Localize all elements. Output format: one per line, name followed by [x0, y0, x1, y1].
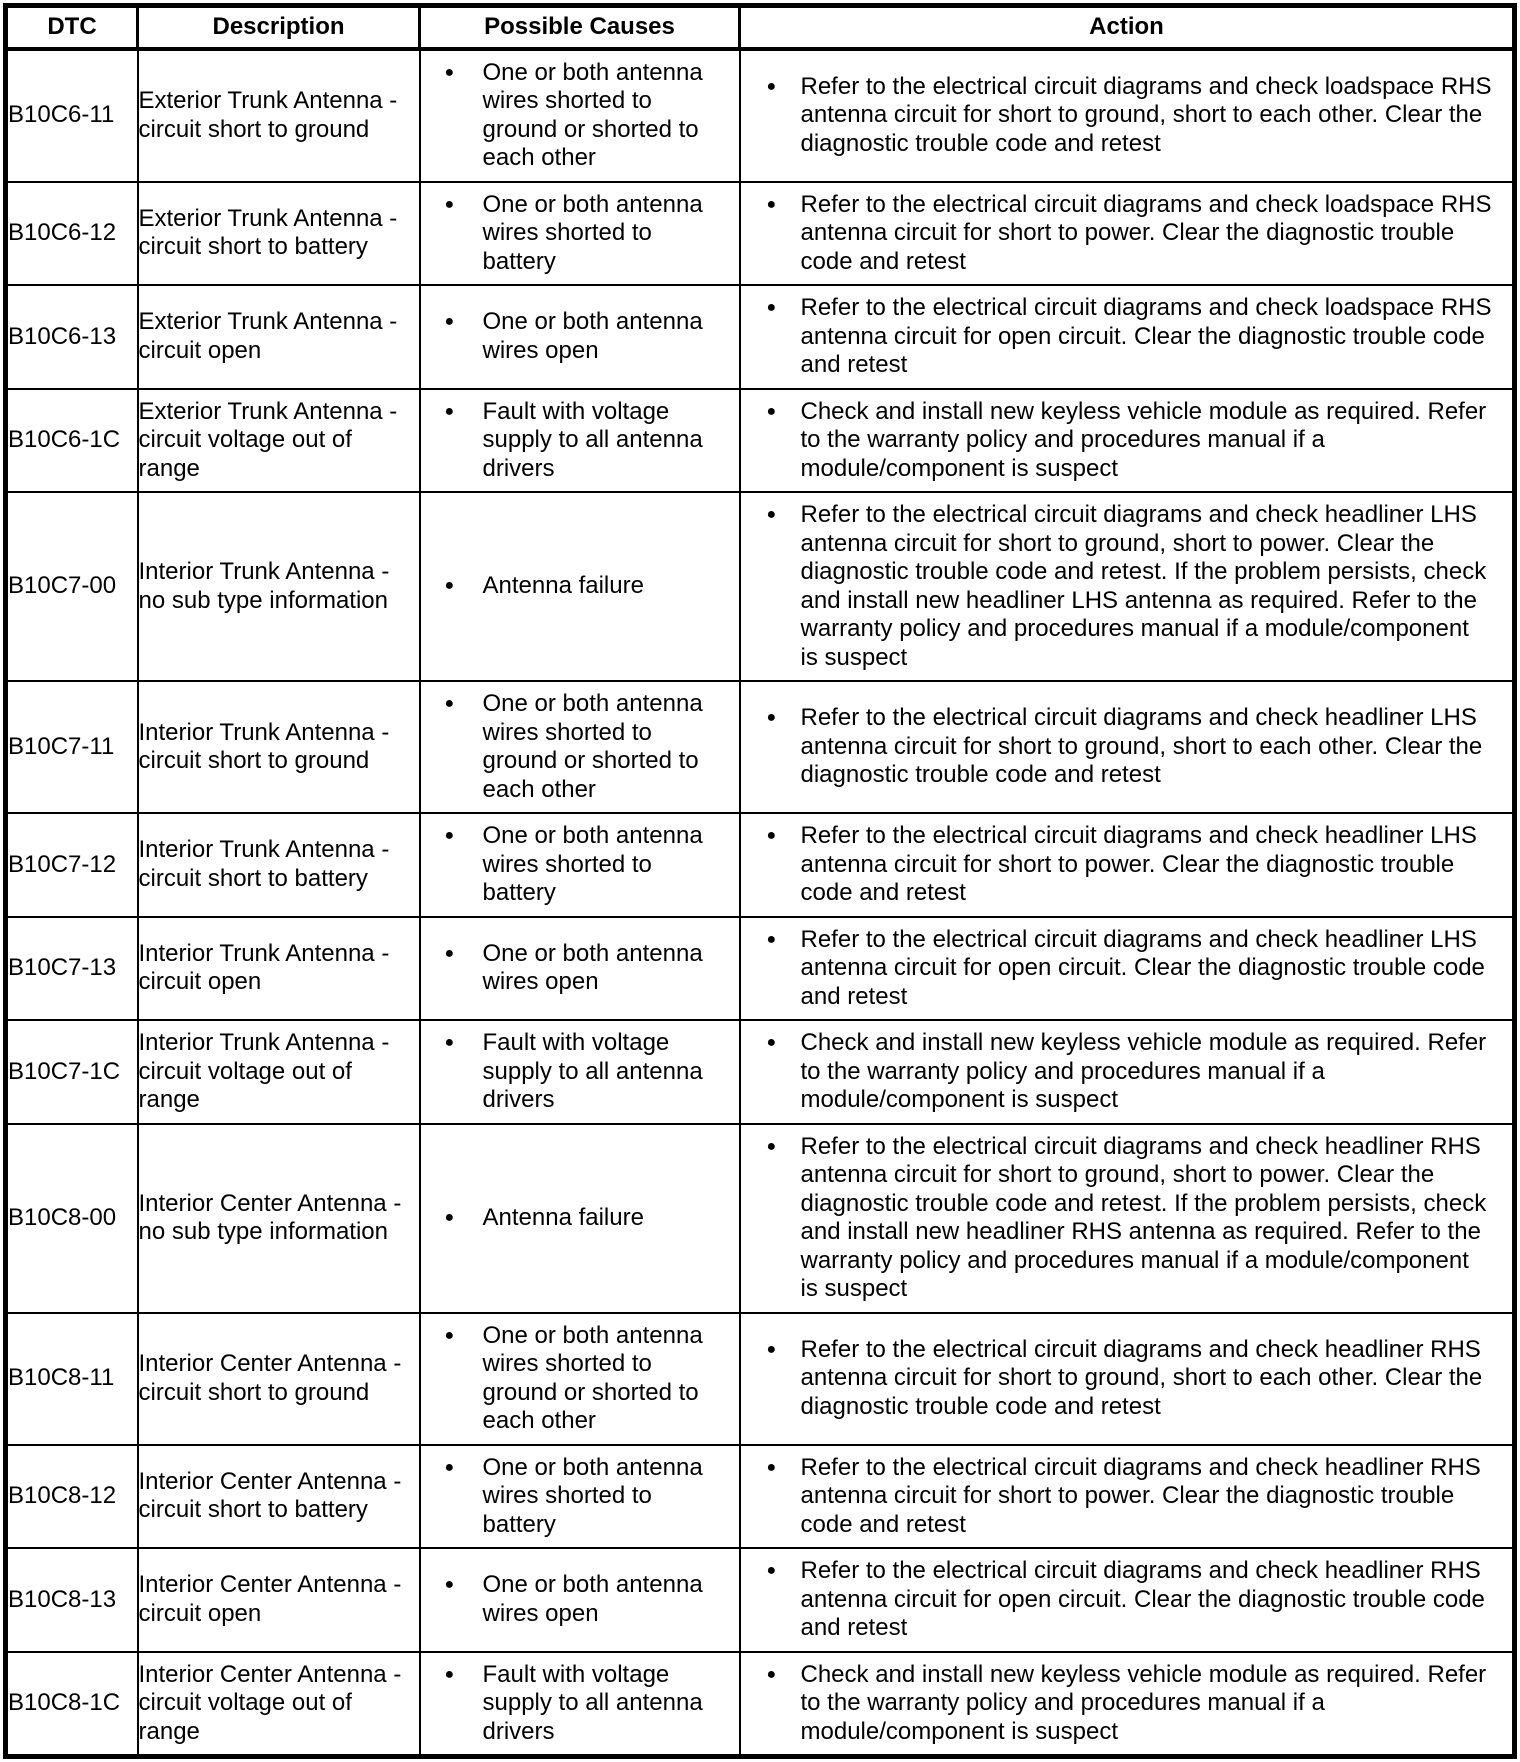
bullet-icon: ●: [766, 1137, 777, 1155]
bullet-icon: ●: [444, 63, 455, 81]
column-header-possible-causes: Possible Causes: [420, 6, 740, 49]
header-row: [6, 6, 1515, 49]
bullet-icon: ●: [444, 827, 455, 844]
possible-causes-cell: [420, 492, 740, 681]
action-cell: [740, 1445, 1515, 1549]
table-row: [6, 492, 1515, 681]
dtc-cell: B10C6-13: [6, 285, 138, 389]
bullet-item: [421, 1454, 739, 1540]
action-cell: [740, 285, 1515, 389]
bullet-text: Refer to the electrical circuit diagrams and check headliner RHS antenna circuit for short to ground, short to each other. Clear the diagnostic trouble code and retest: [800, 1335, 1483, 1420]
bullet-icon: ●: [766, 402, 777, 420]
bullet-item: [421, 1661, 739, 1747]
bullet-text: Check and install new keyless vehicle module as required. Refer to the warranty policy and procedures manual if a module/component is suspect: [800, 397, 1487, 482]
possible-causes-cell: [420, 182, 740, 286]
bullet-text: Refer to the electrical circuit diagrams and check headliner RHS antenna circuit for open circuit. Clear the diagnostic trouble code and retest: [800, 1557, 1485, 1641]
possible-causes-cell: [420, 1652, 740, 1757]
bullet-icon: ●: [444, 1665, 455, 1683]
bullet-text: Refer to the electrical circuit diagrams and check loadspace RHS antenna circuit for short to ground, short to each other. Clear the diagnostic trouble code and retest: [800, 72, 1492, 157]
bullet-icon: ●: [444, 1208, 455, 1226]
bullet-icon: ●: [444, 402, 455, 420]
table-row: [6, 389, 1515, 493]
action-cell: [740, 1020, 1515, 1124]
bullet-icon: ●: [444, 313, 455, 331]
bullet-text: One or both antenna wires shorted to ground or shorted to each other: [482, 690, 703, 803]
bullet-icon: ●: [766, 827, 777, 844]
bullet-text: Antenna failure: [482, 1203, 644, 1231]
bullet-item: [421, 308, 739, 365]
possible-causes-cell: [420, 1313, 740, 1445]
possible-causes-cell: [420, 681, 740, 813]
action-cell: [740, 1652, 1515, 1757]
bullet-item: [741, 398, 1513, 484]
bullet-item: [741, 1133, 1513, 1304]
bullet-item: [421, 690, 739, 804]
description-cell: Interior Center Antenna - circuit voltage out of range: [138, 1652, 420, 1757]
possible-causes-cell: [420, 1548, 740, 1652]
bullet-text: One or both antenna wires shorted to ground or shorted to each other: [482, 1321, 703, 1434]
bullet-text: Fault with voltage supply to all antenna drivers: [482, 1029, 703, 1113]
bullet-item: [421, 940, 739, 997]
bullet-icon: ●: [444, 1326, 455, 1344]
bullet-text: Check and install new keyless vehicle module as required. Refer to the warranty policy and procedures manual if a module/component is suspect: [800, 1029, 1487, 1113]
bullet-item: [741, 1557, 1513, 1643]
bullet-text: Refer to the electrical circuit diagrams and check loadspace RHS antenna circuit for open circuit. Clear the diagnostic trouble code and retest: [800, 294, 1492, 378]
bullet-icon: ●: [766, 195, 777, 213]
table-row: [6, 1313, 1515, 1445]
bullet-item: [421, 572, 739, 601]
action-cell: [740, 681, 1515, 813]
bullet-text: One or both antenna wires shorted to battery: [482, 1453, 703, 1538]
description-cell: Interior Center Antenna - circuit open: [138, 1548, 420, 1652]
bullet-item: [741, 1029, 1513, 1115]
bullet-item: [741, 822, 1513, 908]
bullet-text: Antenna failure: [482, 572, 644, 600]
bullet-icon: ●: [444, 195, 455, 213]
bullet-item: [421, 191, 739, 277]
bullet-icon: ●: [766, 77, 777, 95]
bullet-text: Refer to the electrical circuit diagrams and check headliner LHS antenna circuit for short to ground, short to power. Clear the diagnostic trouble code and retest. If the problem persists, check and install new headliner LHS antenna as required. Refer to the warranty policy and procedures manual if a module/component is suspect: [800, 501, 1487, 671]
bullet-text: Refer to the electrical circuit diagrams and check headliner LHS antenna circuit for short to power. Clear the diagnostic trouble code and retest: [800, 822, 1477, 906]
possible-causes-cell: [420, 285, 740, 389]
bullet-icon: ●: [766, 930, 777, 948]
description-cell: Interior Trunk Antenna - no sub type information: [138, 492, 420, 681]
dtc-cell: B10C8-11: [6, 1313, 138, 1445]
bullet-text: Refer to the electrical circuit diagrams and check headliner RHS antenna circuit for short to power. Clear the diagnostic trouble code and retest: [800, 1453, 1481, 1538]
table-row: [6, 285, 1515, 389]
column-header-dtc: DTC: [6, 6, 138, 49]
table-row: [6, 1548, 1515, 1652]
action-cell: [740, 492, 1515, 681]
action-cell: [740, 1313, 1515, 1445]
description-cell: Interior Center Antenna - circuit short to ground: [138, 1313, 420, 1445]
bullet-text: One or both antenna wires shorted to battery: [482, 190, 703, 275]
dtc-cell: B10C7-11: [6, 681, 138, 813]
bullet-item: [741, 73, 1513, 159]
action-cell: [740, 917, 1515, 1021]
description-cell: Exterior Trunk Antenna - circuit voltage out of range: [138, 389, 420, 493]
bullet-icon: ●: [766, 299, 777, 316]
bullet-text: Check and install new keyless vehicle module as required. Refer to the warranty policy and procedures manual if a module/component is suspect: [800, 1660, 1487, 1745]
table-row: [6, 182, 1515, 286]
bullet-text: Refer to the electrical circuit diagrams and check headliner LHS antenna circuit for short to ground, short to each other. Clear the diagnostic trouble code and retest: [800, 704, 1483, 789]
possible-causes-cell: [420, 917, 740, 1021]
bullet-icon: ●: [766, 1340, 777, 1358]
bullet-text: Fault with voltage supply to all antenna drivers: [482, 1660, 703, 1745]
bullet-text: Refer to the electrical circuit diagrams and check loadspace RHS antenna circuit for short to power. Clear the diagnostic trouble code and retest: [800, 190, 1492, 275]
dtc-cell: B10C8-13: [6, 1548, 138, 1652]
bullet-icon: ●: [444, 1034, 455, 1051]
table-row: [6, 1445, 1515, 1549]
table-row: [6, 1020, 1515, 1124]
bullet-item: [421, 1029, 739, 1115]
dtc-cell: B10C8-12: [6, 1445, 138, 1549]
bullet-icon: ●: [444, 1458, 455, 1476]
bullet-item: [741, 1661, 1513, 1747]
bullet-icon: ●: [444, 1576, 455, 1594]
bullet-item: [741, 1454, 1513, 1540]
bullet-item: [421, 59, 739, 173]
bullet-item: [421, 1204, 739, 1233]
bullet-icon: ●: [766, 1665, 777, 1683]
bullet-item: [741, 294, 1513, 380]
bullet-icon: ●: [766, 1562, 777, 1579]
dtc-table-header: [6, 6, 1515, 49]
dtc-cell: B10C7-13: [6, 917, 138, 1021]
bullet-text: One or both antenna wires shorted to battery: [482, 822, 703, 906]
action-cell: [740, 1548, 1515, 1652]
column-header-action: Action: [740, 6, 1515, 49]
dtc-cell: B10C7-1C: [6, 1020, 138, 1124]
description-cell: Interior Center Antenna - no sub type information: [138, 1124, 420, 1313]
action-cell: [740, 1124, 1515, 1313]
bullet-item: [741, 704, 1513, 790]
dtc-cell: B10C7-12: [6, 813, 138, 917]
bullet-item: [741, 1336, 1513, 1422]
table-row: [6, 1652, 1515, 1757]
dtc-cell: B10C6-11: [6, 49, 138, 182]
bullet-icon: ●: [766, 709, 777, 727]
description-cell: Interior Trunk Antenna - circuit short to ground: [138, 681, 420, 813]
description-cell: Exterior Trunk Antenna - circuit open: [138, 285, 420, 389]
bullet-icon: ●: [444, 577, 455, 595]
possible-causes-cell: [420, 813, 740, 917]
bullet-item: [421, 822, 739, 908]
bullet-text: One or both antenna wires open: [482, 939, 703, 996]
bullet-text: One or both antenna wires open: [482, 1571, 703, 1627]
bullet-item: [421, 1571, 739, 1628]
bullet-item: [421, 398, 739, 484]
table-row: [6, 813, 1515, 917]
bullet-icon: ●: [766, 1458, 777, 1476]
dtc-cell: B10C8-00: [6, 1124, 138, 1313]
bullet-icon: ●: [444, 944, 455, 962]
bullet-icon: ●: [766, 506, 777, 523]
bullet-item: [741, 191, 1513, 277]
bullet-item: [741, 926, 1513, 1012]
possible-causes-cell: [420, 1020, 740, 1124]
possible-causes-cell: [420, 49, 740, 182]
possible-causes-cell: [420, 389, 740, 493]
table-row: [6, 1124, 1515, 1313]
dtc-cell: B10C8-1C: [6, 1652, 138, 1757]
table-row: [6, 917, 1515, 1021]
action-cell: [740, 49, 1515, 182]
bullet-text: One or both antenna wires open: [482, 308, 703, 364]
bullet-icon: ●: [444, 695, 455, 712]
dtc-cell: B10C6-12: [6, 182, 138, 286]
bullet-text: Refer to the electrical circuit diagrams and check headliner RHS antenna circuit for short to ground, short to power. Clear the diagnostic trouble code and retest. If the problem persists, check and install new headliner RHS antenna as required. Refer to the warranty policy and procedures manual if a module/component is suspect: [800, 1132, 1487, 1302]
description-cell: Interior Trunk Antenna - circuit voltage out of range: [138, 1020, 420, 1124]
bullet-text: Refer to the electrical circuit diagrams and check headliner LHS antenna circuit for open circuit. Clear the diagnostic trouble code and retest: [800, 925, 1485, 1010]
possible-causes-cell: [420, 1445, 740, 1549]
bullet-icon: ●: [766, 1034, 777, 1051]
description-cell: Interior Center Antenna - circuit short to battery: [138, 1445, 420, 1549]
bullet-item: [741, 501, 1513, 672]
description-cell: Interior Trunk Antenna - circuit short to battery: [138, 813, 420, 917]
bullet-item: [421, 1322, 739, 1436]
table-row: [6, 49, 1515, 182]
action-cell: [740, 813, 1515, 917]
dtc-cell: B10C6-1C: [6, 389, 138, 493]
dtc-cell: B10C7-00: [6, 492, 138, 681]
description-cell: Exterior Trunk Antenna - circuit short to ground: [138, 49, 420, 182]
action-cell: [740, 389, 1515, 493]
description-cell: Exterior Trunk Antenna - circuit short to battery: [138, 182, 420, 286]
bullet-text: Fault with voltage supply to all antenna drivers: [482, 397, 703, 482]
possible-causes-cell: [420, 1124, 740, 1313]
description-cell: Interior Trunk Antenna - circuit open: [138, 917, 420, 1021]
column-header-description: Description: [138, 6, 420, 49]
dtc-table-body: [6, 49, 1515, 1757]
bullet-text: One or both antenna wires shorted to ground or shorted to each other: [482, 58, 703, 171]
dtc-table: [3, 3, 1517, 1759]
action-cell: [740, 182, 1515, 286]
table-row: [6, 681, 1515, 813]
